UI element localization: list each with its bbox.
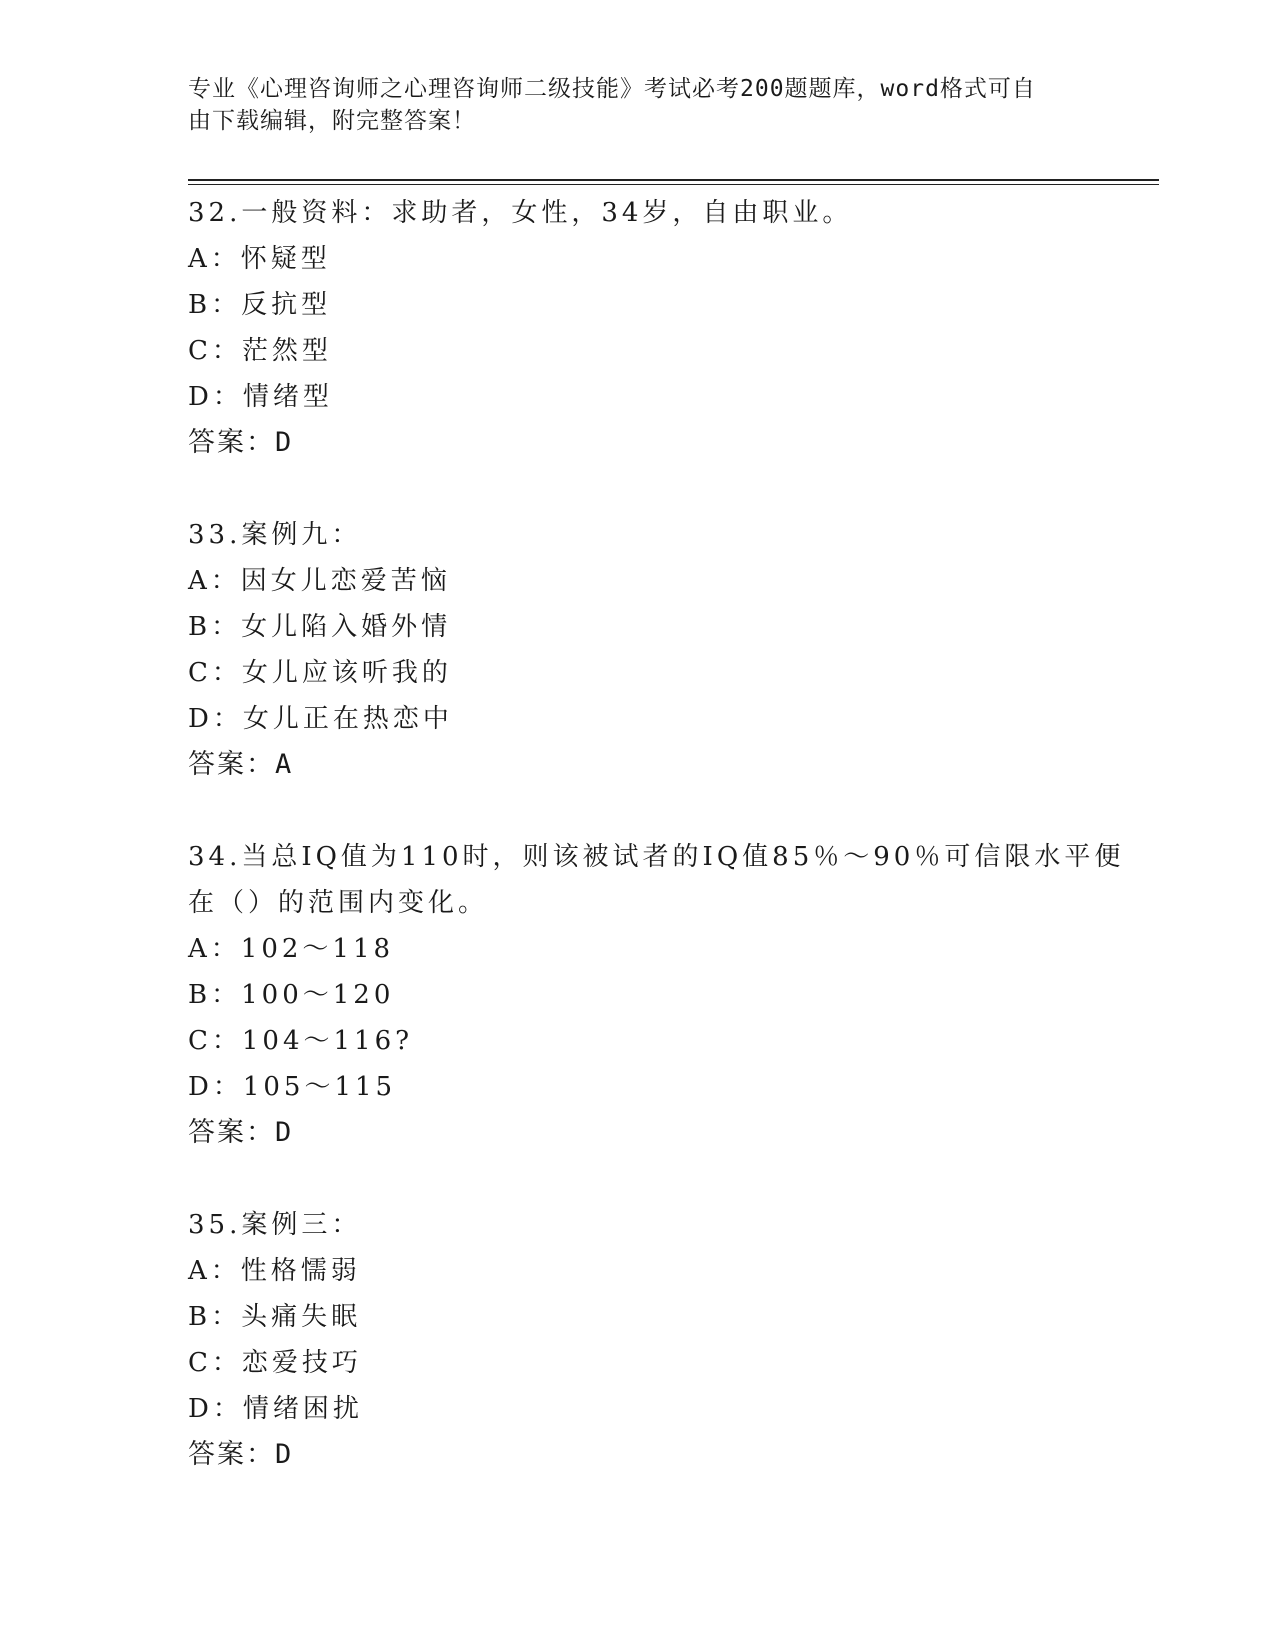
question-item: [188, 1202, 1128, 1478]
option-c: C：104～116?: [188, 1026, 414, 1056]
option-b: B：100～120: [188, 980, 395, 1010]
question-stem: 33.案例九：: [188, 520, 362, 550]
question-item: [188, 512, 1128, 788]
answer-line: 答案：D: [188, 1117, 294, 1148]
document-header: [188, 73, 1068, 137]
question-stem-continued: 在（）的范围内变化。: [188, 888, 489, 918]
question-stem: 32.一般资料：求助者，女性，34岁，自由职业。: [188, 198, 853, 228]
option-a: A：怀疑型: [188, 244, 331, 274]
answer-line: 答案：D: [188, 427, 294, 458]
question-item: [188, 190, 1128, 466]
option-a: A：性格懦弱: [188, 1256, 361, 1286]
option-d: D：105～115: [188, 1072, 397, 1102]
header-divider-thin: [188, 184, 1159, 185]
question-item: [188, 834, 1128, 1156]
option-a: A：因女儿恋爱苦恼: [188, 566, 451, 596]
option-d: D：情绪困扰: [188, 1394, 363, 1424]
question-list: [188, 190, 1128, 1524]
answer-line: 答案：D: [188, 1439, 294, 1470]
option-d: D：女儿正在热恋中: [188, 704, 453, 734]
header-divider-thick: [188, 179, 1159, 181]
option-c: C：女儿应该听我的: [188, 658, 452, 688]
question-stem: 35.案例三：: [188, 1210, 362, 1240]
option-d: D：情绪型: [188, 382, 333, 412]
option-c: C：恋爱技巧: [188, 1348, 362, 1378]
question-stem: 34.当总IQ值为110时，则该被试者的IQ值85％～90％可信限水平便: [188, 842, 1125, 872]
option-b: B：女儿陷入婚外情: [188, 612, 452, 642]
header-line-1: 专业《心理咨询师之心理咨询师二级技能》考试必考200题题库，word格式可自: [188, 76, 1036, 102]
option-b: B：反抗型: [188, 290, 332, 320]
option-b: B：头痛失眠: [188, 1302, 362, 1332]
header-line-2: 由下载编辑，附完整答案！: [188, 108, 476, 134]
option-a: A：102～118: [188, 934, 395, 964]
option-c: C：茫然型: [188, 336, 332, 366]
answer-line: 答案：A: [188, 749, 294, 780]
